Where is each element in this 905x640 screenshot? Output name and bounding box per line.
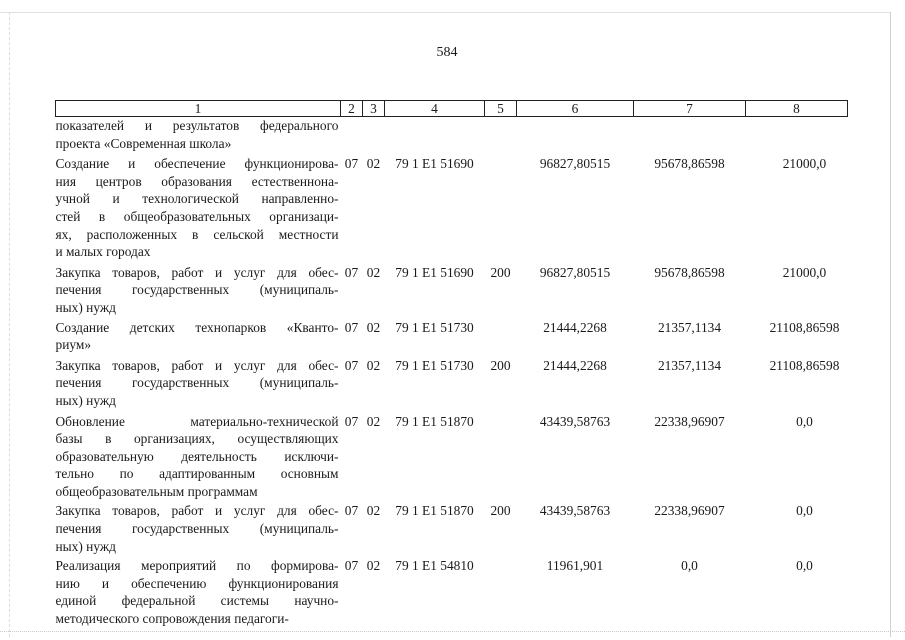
row-expense-type [485, 319, 517, 357]
row-name-line: образовательную деятельность исключи- [55, 448, 339, 464]
row-name-line: ях, расположенных в сельской местности [55, 226, 339, 242]
row-amount-col7: 21357,1134 [657, 319, 722, 335]
row-section: 07 [344, 264, 359, 280]
table-row [56, 557, 848, 627]
table-body [56, 117, 848, 628]
row-expense-type [485, 413, 517, 503]
row-expense-type: 200 [490, 264, 511, 280]
row-amount-col6: 21444,2268 [543, 319, 607, 335]
row-name-line: тельно по адаптированным основным [55, 466, 339, 482]
row-name [56, 413, 341, 503]
row-section: 07 [344, 319, 359, 335]
row-expense-type: 200 [490, 357, 511, 373]
table-row [56, 413, 848, 503]
table-row [56, 264, 848, 319]
row-amount-col6: 96827,80515 [539, 156, 611, 172]
row-amount-col8: 0,0 [796, 503, 813, 519]
budget-table [55, 100, 848, 628]
row-name-line: ния центров образования естественнона- [55, 173, 339, 189]
row-amount-col7: 95678,86598 [654, 156, 725, 172]
row-name-line: печения государственных (муниципаль- [55, 521, 339, 537]
row-name-line: риум» [55, 337, 92, 353]
row-name-line: методического сопровождения педагоги- [55, 611, 289, 627]
row-amount-col8: 21108,86598 [769, 319, 840, 335]
row-name [56, 155, 341, 264]
row-name-line: учной и технологической направленно- [55, 191, 339, 207]
row-name-line: ных) нужд [55, 392, 116, 408]
row-expense-type: 200 [490, 503, 511, 519]
row-subsection: 02 [366, 558, 381, 574]
row-target-article [385, 117, 485, 156]
scan-edge-bottom [0, 631, 905, 632]
row-amount-col6 [517, 117, 634, 156]
row-subsection: 02 [366, 264, 381, 280]
row-amount-col6: 43439,58763 [539, 413, 611, 429]
header-col-2: 2 [341, 101, 363, 117]
row-section: 07 [344, 156, 359, 172]
header-col-3: 3 [363, 101, 385, 117]
table-row [56, 502, 848, 557]
header-col-5: 5 [485, 101, 517, 117]
header-col-1: 1 [56, 101, 341, 117]
row-amount-col7: 21357,1134 [657, 357, 722, 373]
row-expense-type [485, 117, 517, 156]
row-name-line: Реализация мероприятий по формирова- [55, 558, 339, 574]
row-name-line: печения государственных (муниципаль- [55, 282, 339, 298]
row-name [56, 502, 341, 557]
table-row [56, 155, 848, 264]
row-name-line: базы в организациях, осуществляющих [55, 431, 339, 447]
row-name-line: нию и обеспечению функционирования [55, 575, 339, 591]
row-name-line: показателей и результатов федерального [55, 118, 339, 133]
row-amount-col8: 0,0 [796, 413, 813, 429]
row-amount-col7: 22338,96907 [654, 503, 725, 519]
row-name-line: и малых городах [55, 244, 151, 260]
row-subsection: 02 [366, 156, 381, 172]
row-amount-col8: 21108,86598 [769, 357, 840, 373]
row-amount-col6: 21444,2268 [543, 357, 607, 373]
row-target-article: 79 1 E1 51870 [395, 503, 474, 519]
row-name-line: Закупка товаров, работ и услуг для обес- [55, 357, 339, 373]
row-name-line: общеобразовательным программам [55, 483, 258, 499]
row-subsection: 02 [366, 319, 381, 335]
row-amount-col6: 11961,901 [546, 558, 604, 574]
row-name-line: стей в общеобразовательных организаци- [55, 208, 339, 224]
row-amount-col8 [746, 117, 848, 156]
page-edge-right [890, 12, 891, 637]
row-name-line: Обновление материально-технической [55, 413, 339, 429]
row-amount-col6: 43439,58763 [539, 503, 611, 519]
row-section [341, 117, 363, 156]
page-edge-top [0, 12, 890, 13]
header-row [56, 101, 848, 117]
row-name [56, 557, 341, 627]
row-target-article: 79 1 E1 51690 [395, 264, 474, 280]
header-col-4: 4 [385, 101, 485, 117]
row-target-article: 79 1 E1 51730 [395, 319, 474, 335]
header-col-8: 8 [746, 101, 848, 117]
row-section: 07 [344, 357, 359, 373]
row-subsection: 02 [366, 357, 381, 373]
row-section: 07 [344, 558, 359, 574]
row-amount-col6: 96827,80515 [539, 264, 611, 280]
row-amount-col7: 0,0 [681, 558, 698, 574]
page-edge-left [9, 12, 10, 637]
row-name-line: Закупка товаров, работ и услуг для обес- [55, 264, 339, 280]
row-name [56, 357, 341, 413]
table-row [56, 319, 848, 357]
header-col-7: 7 [634, 101, 746, 117]
row-name-line: печения государственных (муниципаль- [55, 375, 339, 391]
row-amount-col7: 95678,86598 [654, 264, 725, 280]
table-row [56, 117, 848, 156]
row-target-article: 79 1 E1 51690 [395, 156, 474, 172]
table-row [56, 357, 848, 413]
row-subsection: 02 [366, 503, 381, 519]
row-name-line: единой федеральной системы научно- [55, 593, 339, 609]
row-name [56, 264, 341, 319]
row-name-line: ных) нужд [55, 299, 116, 315]
row-target-article: 79 1 E1 51730 [395, 357, 474, 373]
row-name [56, 117, 341, 156]
row-amount-col8: 21000,0 [782, 156, 827, 172]
row-target-article: 79 1 E1 54810 [395, 558, 474, 574]
row-subsection: 02 [366, 413, 381, 429]
row-subsection [363, 117, 385, 156]
row-section: 07 [344, 413, 359, 429]
row-amount-col7: 22338,96907 [654, 413, 725, 429]
header-col-6: 6 [517, 101, 634, 117]
row-target-article: 79 1 E1 51870 [395, 413, 474, 429]
row-amount-col7 [634, 117, 746, 156]
row-name-line: проекта «Современная школа» [55, 135, 232, 151]
row-expense-type [485, 557, 517, 627]
row-name-line: Закупка товаров, работ и услуг для обес- [55, 503, 339, 519]
row-section: 07 [344, 503, 359, 519]
row-amount-col8: 21000,0 [782, 264, 827, 280]
row-name-line: ных) нужд [55, 538, 116, 554]
row-name-line: Создание детских технопарков «Кванто- [55, 319, 339, 335]
row-expense-type [485, 155, 517, 264]
row-name-line: Создание и обеспечение функционирова- [55, 156, 339, 172]
row-amount-col8: 0,0 [796, 558, 813, 574]
page-number: 584 [436, 45, 458, 60]
row-name [56, 319, 341, 357]
